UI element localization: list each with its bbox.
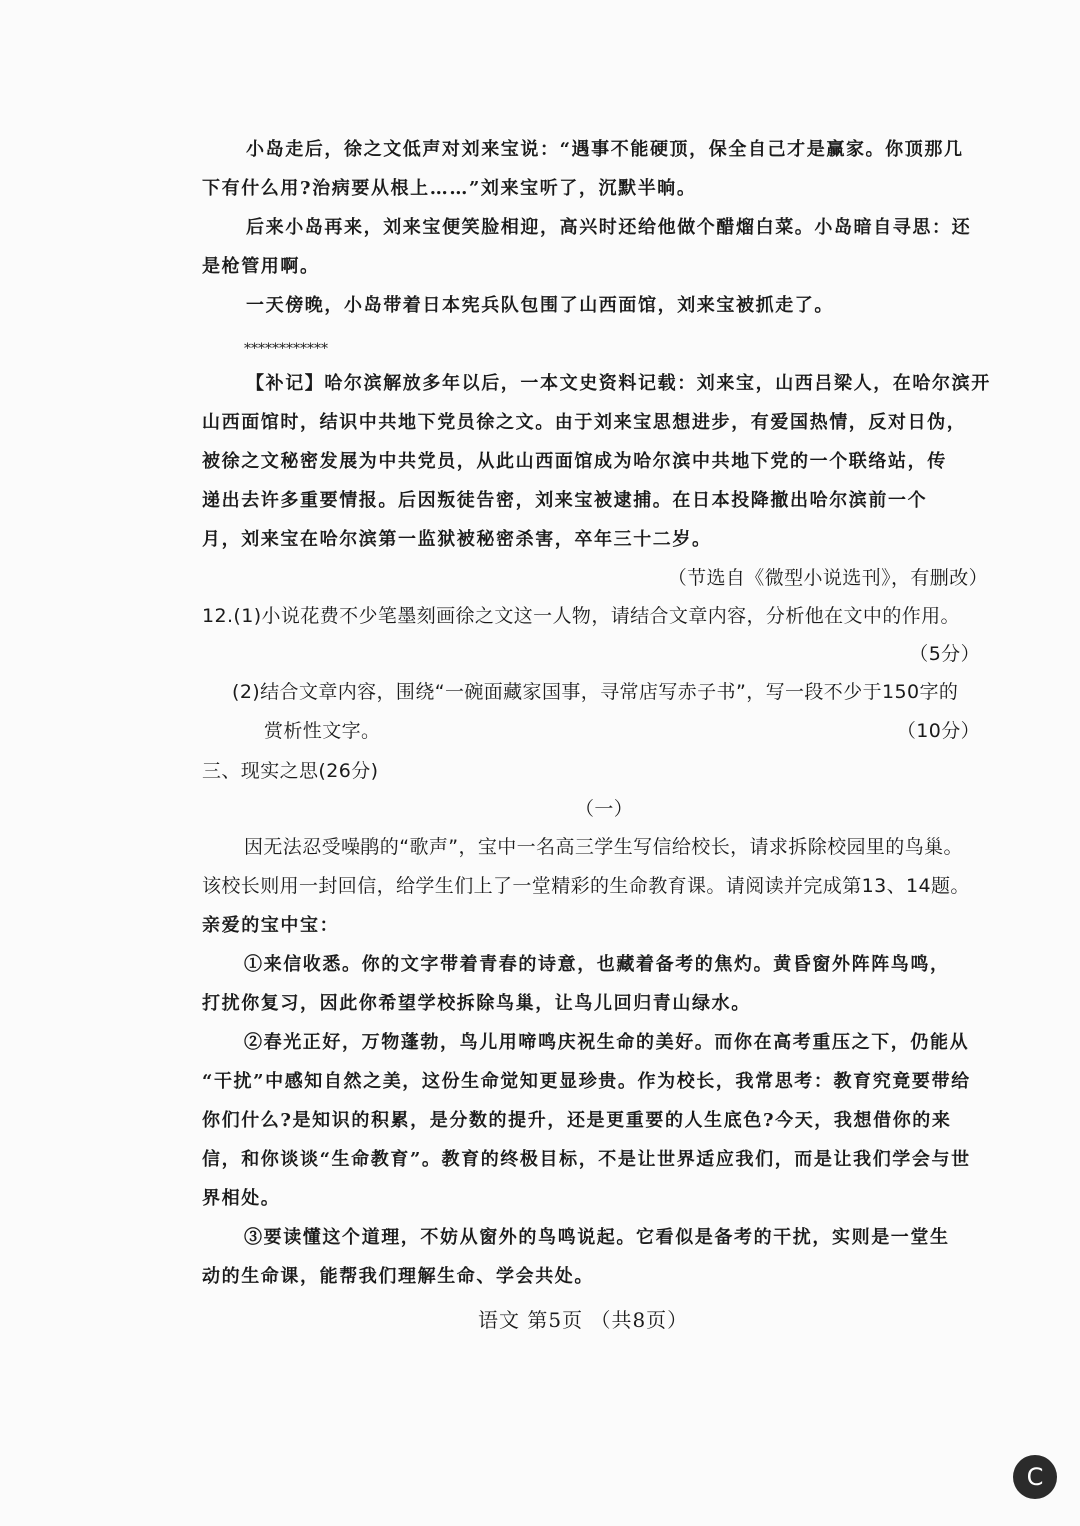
question-12-2-line1: (2)结合文章内容，围绕“一碗面藏家国事，寻常店写赤子书”，写一段不少于150字的 [232,681,959,703]
section-3-intro-line2: 该校长则用一封回信，给学生们上了一堂精彩的生命教育课。请阅读并完成第13、14题。 [202,875,970,897]
story-separator: ************ [244,341,328,357]
note-line1: 【补记】哈尔滨解放多年以后，一本文史资料记载：刘来宝，山西吕梁人，在哈尔滨开 [246,373,991,394]
note-line5: 月，刘来宝在哈尔滨第一监狱被秘密杀害，卒年三十二岁。 [202,529,712,550]
letter-p3-line1: ③要读懂这个道理，不妨从窗外的鸟鸣说起。它看似是备考的干扰，实则是一堂生 [244,1227,950,1248]
question-12-1-score: （5分） [909,643,980,665]
section-3-subheading: （一） [575,798,634,820]
letter-p2-line1: ②春光正好，万物蓬勃，鸟儿用啼鸣庆祝生命的美好。而你在高考重压之下，仍能从 [244,1032,970,1053]
source-citation: （节选自《微型小说选刊》，有删改） [667,567,988,589]
story-p2-line2: 是枪管用啊。 [202,256,320,277]
section-3-heading: 三、现实之思(26分) [202,760,379,782]
camera-badge-icon[interactable] [1013,1455,1057,1499]
camera-badge-glyph: C [1026,1463,1044,1491]
page-footer: 语文 第5页 （共8页） [478,1308,689,1332]
story-p1-line2: 下有什么用?治病要从根上……”刘来宝听了，沉默半晌。 [202,178,697,199]
note-line3: 被徐之文秘密发展为中共党员，从此山西面馆成为哈尔滨中共地下党的一个联络站，传 [202,451,947,472]
question-12-1: 12.(1)小说花费不少笔墨刻画徐之文这一人物，请结合文章内容，分析他在文中的作用。 [202,605,960,627]
letter-p1-line1: ①来信收悉。你的文字带着青春的诗意，也藏着备考的焦灼。黄昏窗外阵阵鸟鸣， [244,954,950,975]
letter-p1-line2: 打扰你复习，因此你希望学校拆除鸟巢，让鸟儿回归青山绿水。 [202,993,751,1014]
letter-p2-line2: “干扰”中感知自然之美，这份生命觉知更显珍贵。作为校长，我常思考：教育究竟要带给 [202,1071,971,1092]
story-p1-line1: 小岛走后，徐之文低声对刘来宝说：“遇事不能硬顶，保全自己才是赢家。你顶那几 [246,139,964,160]
letter-p3-line2: 动的生命课，能帮我们理解生命、学会共处。 [202,1266,594,1287]
letter-p2-line4: 信，和你谈谈“生命教育”。教育的终极目标，不是让世界适应我们，而是让我们学会与世 [202,1149,971,1170]
story-p2-line1: 后来小岛再来，刘来宝便笑脸相迎，高兴时还给他做个醋熘白菜。小岛暗自寻思：还 [246,217,972,238]
section-3-intro-line1: 因无法忍受噪鹃的“歌声”，宝中一名高三学生写信给校长，请求拆除校园里的鸟巢。 [244,836,963,858]
question-12-2-line2: 赏析性文字。 [264,720,381,742]
letter-salutation: 亲爱的宝中宝： [202,915,340,936]
story-p3-line1: 一天傍晚，小岛带着日本宪兵队包围了山西面馆，刘来宝被抓走了。 [246,295,834,316]
note-line4: 递出去许多重要情报。后因叛徒告密，刘来宝被逮捕。在日本投降撤出哈尔滨前一个 [202,490,928,511]
note-line2: 山西面馆时，结识中共地下党员徐之文。由于刘来宝思想进步，有爱国热情，反对日伪， [202,412,967,433]
letter-p2-line3: 你们什么?是知识的积累，是分数的提升，还是更重要的人生底色?今天，我想借你的来 [202,1110,952,1131]
letter-p2-line5: 界相处。 [202,1188,281,1209]
question-12-2-score: （10分） [896,720,980,742]
